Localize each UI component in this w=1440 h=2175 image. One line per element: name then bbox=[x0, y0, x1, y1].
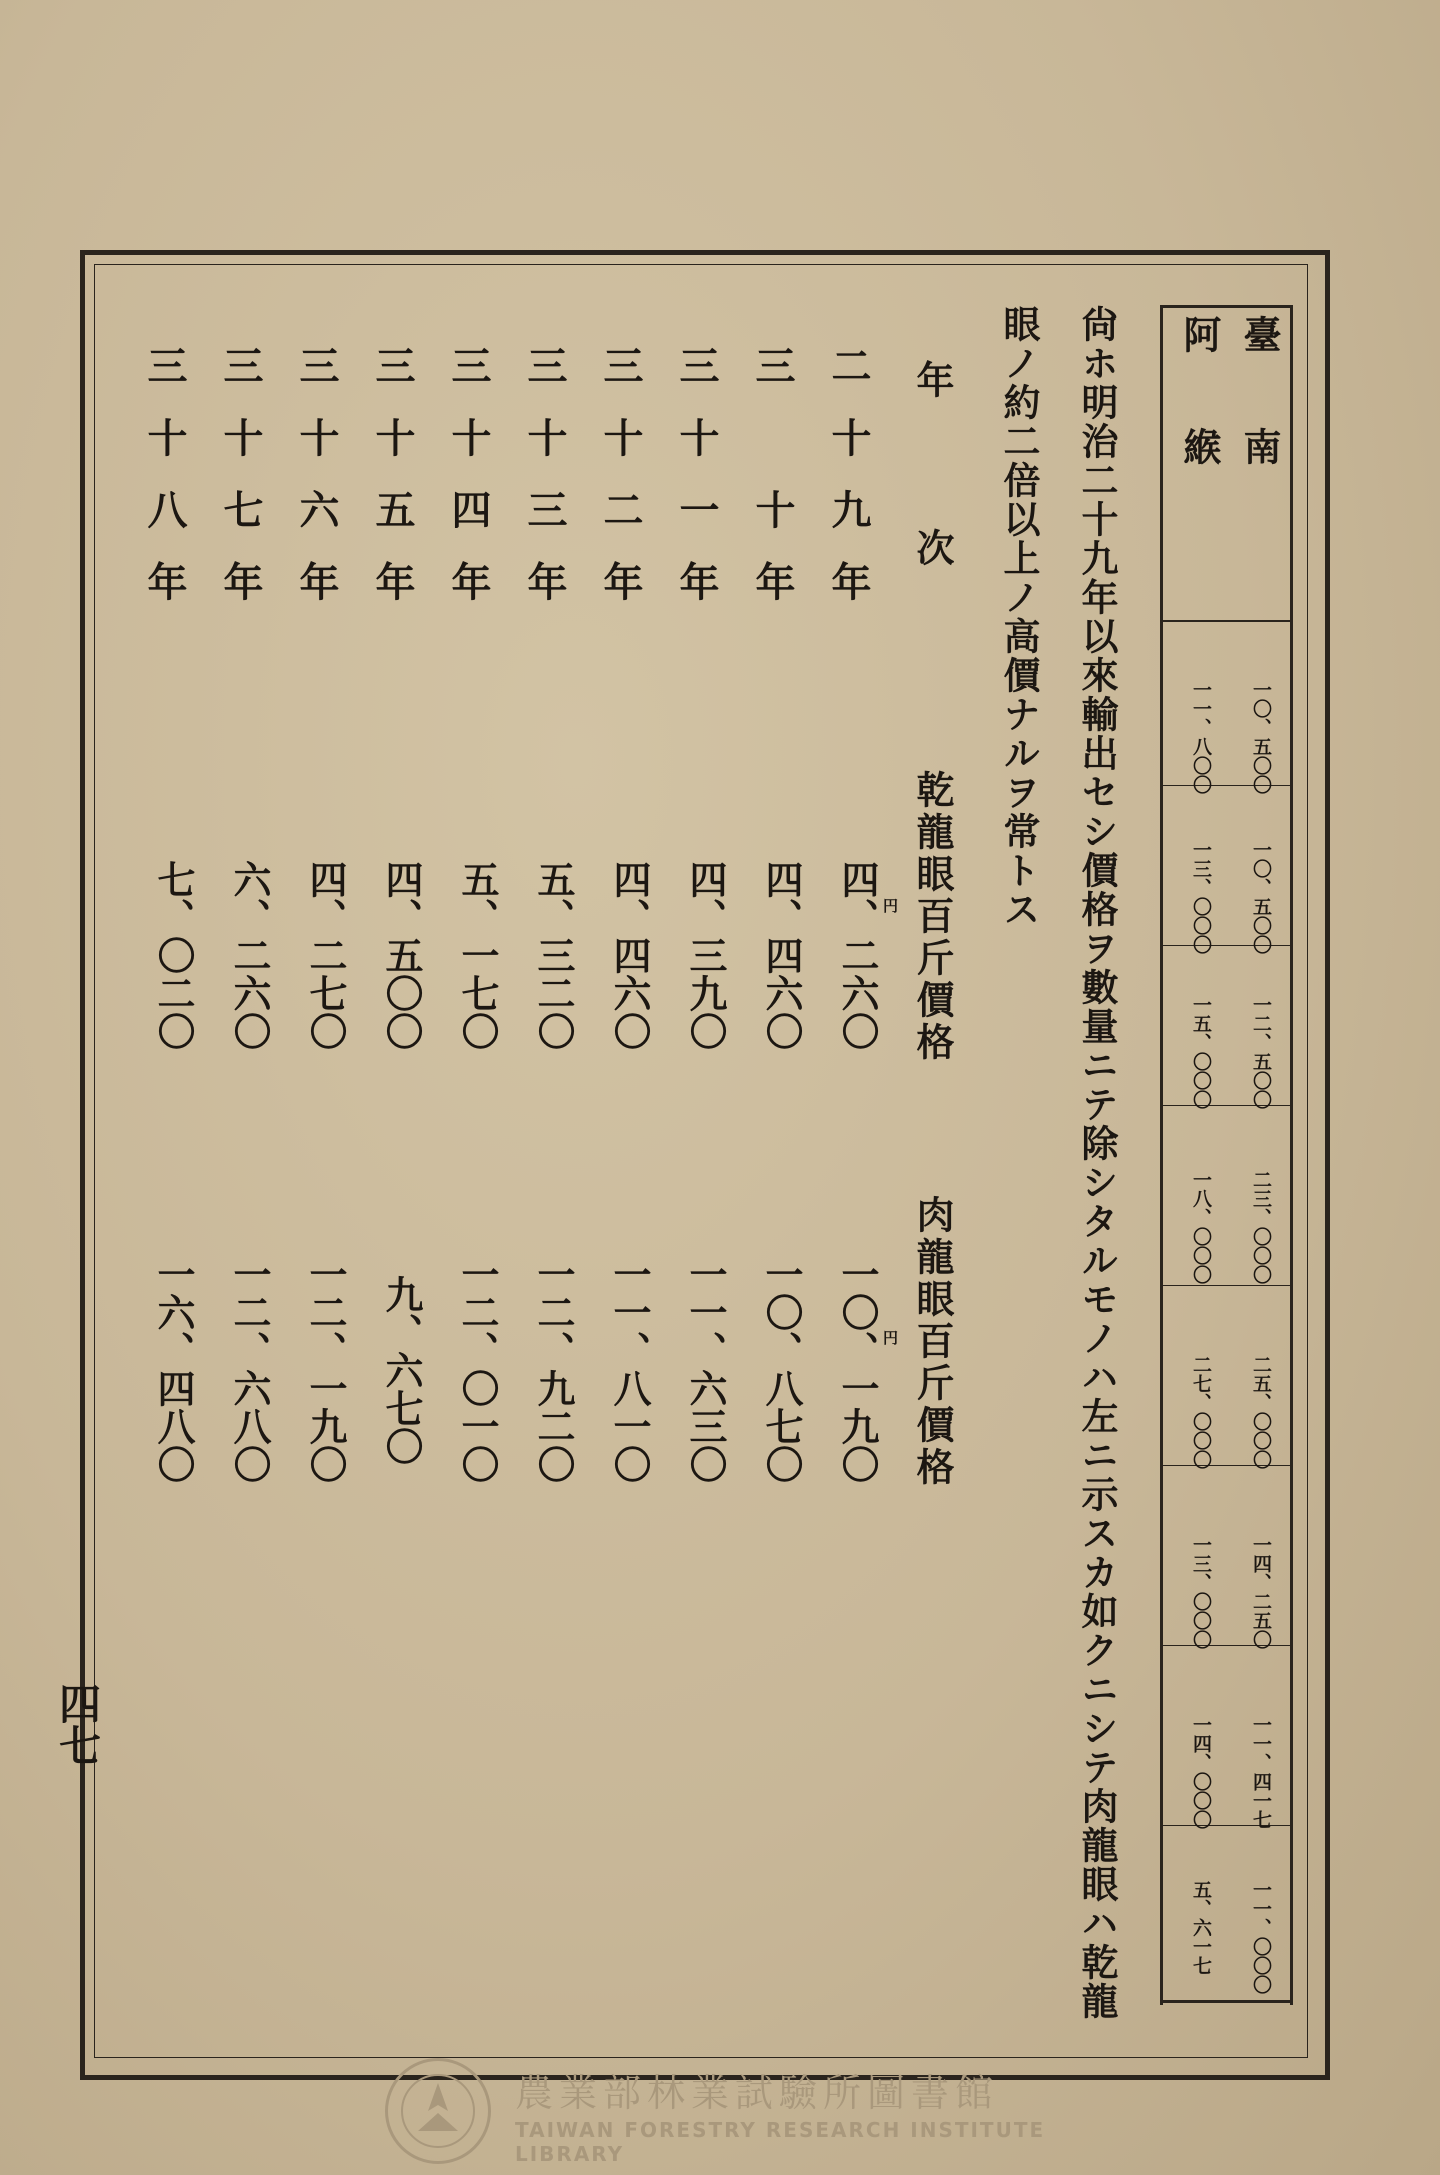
akou-value: 一三、〇〇〇 bbox=[1190, 1535, 1212, 1649]
watermark-english: TAIWAN FORESTRY RESEARCH INSTITUTE LIBRARY bbox=[515, 2118, 1046, 2166]
library-seal-icon bbox=[385, 2058, 491, 2164]
row-label-akou: 阿緱 bbox=[1177, 315, 1222, 539]
dried-price-cell: 五、一七〇 bbox=[455, 860, 500, 1050]
header-year: 年 次 bbox=[910, 360, 955, 570]
year-cell: 三十八年 bbox=[141, 345, 188, 633]
fresh-price-cell: 一二、六八〇 bbox=[227, 1255, 272, 1483]
yen-mark: 円 bbox=[881, 898, 899, 913]
tainan-value: 一四、二五〇 bbox=[1250, 1535, 1272, 1649]
yen-mark: 円 bbox=[881, 1330, 899, 1345]
note-line-2: 眼ノ約二倍以上ノ高價ナルヲ常トス bbox=[997, 305, 1041, 929]
year-cell: 三十七年 bbox=[217, 345, 264, 633]
fresh-price-cell: 一〇、一九〇 bbox=[835, 1255, 880, 1483]
header-dried-price: 乾龍眼百斤價格 bbox=[910, 770, 955, 1064]
dried-price-cell: 六、二六〇 bbox=[227, 860, 272, 1050]
fresh-price-cell: 一一、八一〇 bbox=[607, 1255, 652, 1483]
dried-price-cell: 四、二七〇 bbox=[303, 860, 348, 1050]
akou-value: 二七、〇〇〇 bbox=[1190, 1355, 1212, 1469]
akou-value: 一五、〇〇〇 bbox=[1190, 995, 1212, 1109]
year-cell: 三十二年 bbox=[597, 345, 644, 633]
akou-value: 一八、〇〇〇 bbox=[1190, 1170, 1212, 1284]
dried-price-cell: 七、〇二〇 bbox=[151, 860, 196, 1050]
row-label-tainan: 臺南 bbox=[1237, 315, 1282, 539]
tainan-value: 一一、〇〇〇 bbox=[1250, 1880, 1272, 1994]
watermark-chinese: 農業部林業試驗所圖書館 bbox=[515, 2071, 1000, 2115]
tainan-value: 一二、五〇〇 bbox=[1250, 995, 1272, 1109]
year-cell: 三 十年 bbox=[749, 345, 796, 633]
year-cell: 二十九年 bbox=[825, 345, 872, 633]
year-cell: 三十五年 bbox=[369, 345, 416, 633]
fresh-price-cell: 九、六七〇 bbox=[379, 1275, 424, 1465]
year-cell: 三十三年 bbox=[521, 345, 568, 633]
year-cell: 三十一年 bbox=[673, 345, 720, 633]
akou-value: 一四、〇〇〇 bbox=[1190, 1715, 1212, 1829]
year-cell: 三十四年 bbox=[445, 345, 492, 633]
fresh-price-cell: 一二、〇一〇 bbox=[455, 1255, 500, 1483]
dried-price-cell: 四、二六〇 bbox=[835, 860, 880, 1050]
dried-price-cell: 四、五〇〇 bbox=[379, 860, 424, 1050]
tainan-value: 一〇、五〇〇 bbox=[1250, 680, 1272, 794]
dried-price-cell: 四、三九〇 bbox=[683, 860, 728, 1050]
dried-price-cell: 四、四六〇 bbox=[607, 860, 652, 1050]
note-line-1: 尙ホ明治二十九年以來輸出セシ價格ヲ數量ニテ除シタルモノハ左ニ示スカ如クニシテ肉龍眼ハ乾龍 bbox=[1075, 305, 1119, 2021]
tainan-value: 二三、〇〇〇 bbox=[1250, 1170, 1272, 1284]
library-watermark bbox=[385, 2058, 1085, 2168]
fresh-price-cell: 一一、六三〇 bbox=[683, 1255, 728, 1483]
tainan-value: 一一、四一七 bbox=[1250, 1715, 1272, 1829]
fresh-price-cell: 一六、四八〇 bbox=[151, 1255, 196, 1483]
dried-price-cell: 五、三二〇 bbox=[531, 860, 576, 1050]
fresh-price-cell: 一〇、八七〇 bbox=[759, 1255, 804, 1483]
akou-value: 一一、八〇〇 bbox=[1190, 680, 1212, 794]
header-fresh-price: 肉龍眼百斤價格 bbox=[910, 1195, 955, 1489]
tainan-value: 一〇、五〇〇 bbox=[1250, 840, 1272, 954]
fresh-price-cell: 一二、九二〇 bbox=[531, 1255, 576, 1483]
akou-value: 五、六一七 bbox=[1190, 1880, 1212, 1975]
page-number: 四七 bbox=[53, 1682, 102, 1766]
dried-price-cell: 四、四六〇 bbox=[759, 860, 804, 1050]
tainan-value: 二五、〇〇〇 bbox=[1250, 1355, 1272, 1469]
year-cell: 三十六年 bbox=[293, 345, 340, 633]
akou-value: 一三、〇〇〇 bbox=[1190, 840, 1212, 954]
fresh-price-cell: 一二、一九〇 bbox=[303, 1255, 348, 1483]
